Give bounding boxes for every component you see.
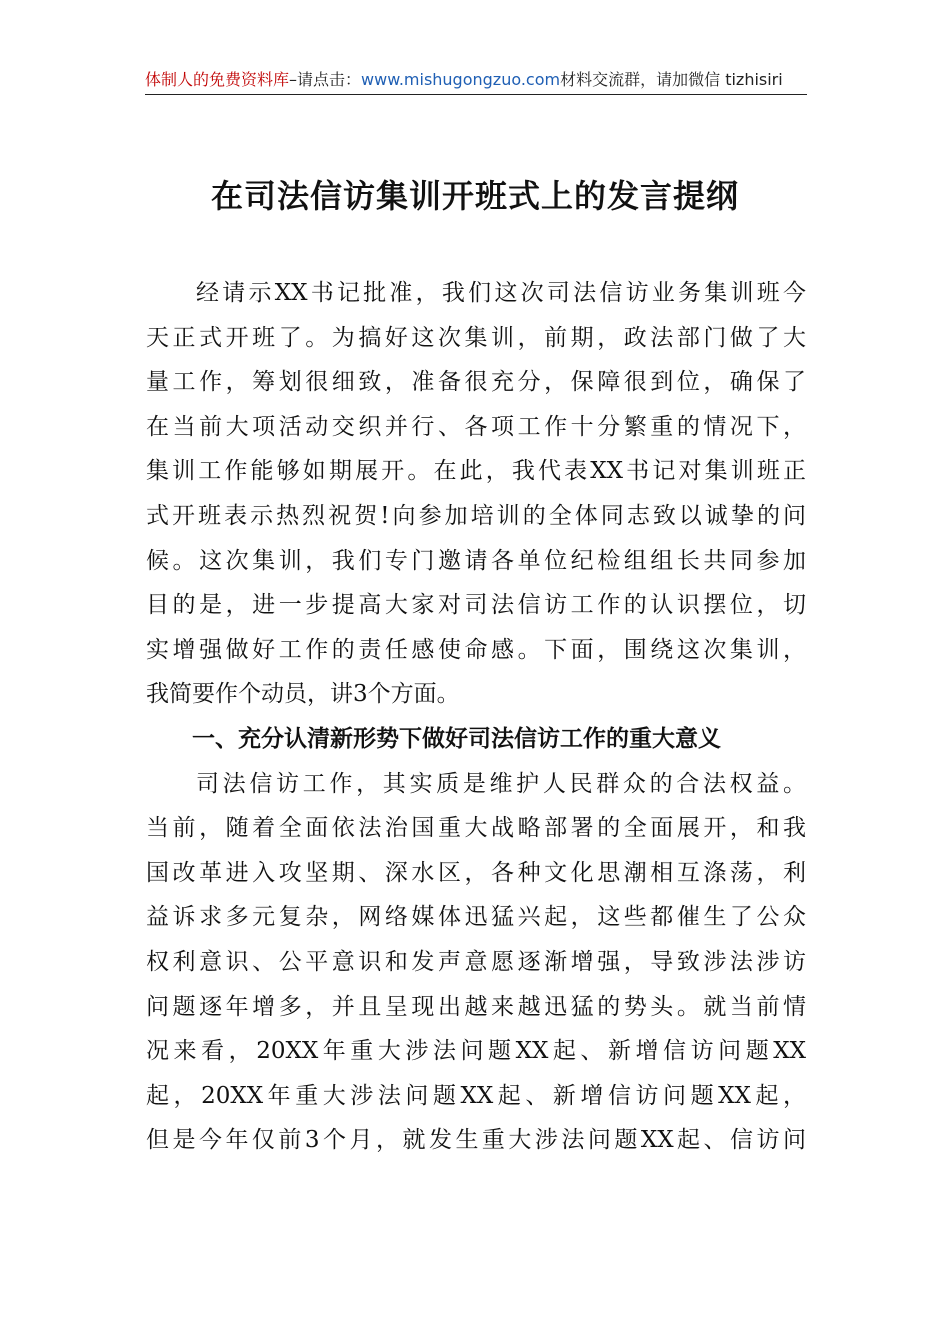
paragraph-line: 候。这次集训，我们专门邀请各单位纪检组组长共同参加 xyxy=(146,547,806,574)
paragraph-line: 权利意识、公平意识和发声意愿逐渐增强，导致涉法涉访 xyxy=(146,948,806,975)
paragraph-line: 实增强做好工作的责任感使命感。下面，围绕这次集训， xyxy=(146,636,806,663)
paragraph-line: 量工作，筹划很细致，准备很充分，保障很到位，确保了 xyxy=(146,369,806,396)
paragraph-line: 问题逐年增多，并且呈现出越来越迅猛的势头。就当前情 xyxy=(146,993,806,1020)
paragraph-line: 式开班表示热烈祝贺!向参加培训的全体同志致以诚挚的问 xyxy=(146,502,806,529)
document-title: 在司法信访集训开班式上的发言提纲 xyxy=(210,177,739,215)
paragraph-line: 天正式开班了。为搞好这次集训，前期，政法部门做了大 xyxy=(146,324,806,351)
paragraph-line: 目的是，进一步提高大家对司法信访工作的认识摆位，切 xyxy=(146,592,806,619)
paragraph-line: 国改革进入攻坚期、深水区，各种文化思潮相互涤荡，利 xyxy=(146,859,806,886)
section-heading: 一、充分认清新形势下做好司法信访工作的重大意义 xyxy=(192,725,721,752)
paragraph-line: 当前，随着全面依法治国重大战略部署的全面展开，和我 xyxy=(146,815,806,842)
paragraph-line: 司法信访工作，其实质是维护人民群众的合法权益。 xyxy=(196,770,806,797)
paragraph-line: 起，20XX年重大涉法问题XX起、新增信访问题XX起， xyxy=(146,1082,806,1109)
paragraph-line: 集训工作能够如期展开。在此，我代表XX书记对集训班正 xyxy=(146,458,806,485)
header-site-name: 体制人的免费资料库 xyxy=(145,70,290,89)
header-prompt: –请点击： xyxy=(289,70,362,89)
header-url-link[interactable]: www.mishugongzuo.com xyxy=(361,70,561,89)
paragraph-line: 我简要作个动员，讲3个方面。 xyxy=(146,681,460,708)
paragraph-line: 况来看，20XX年重大涉法问题XX起、新增信访问题XX xyxy=(146,1038,806,1065)
page-header xyxy=(145,68,807,95)
paragraph-line: 但是今年仅前3个月，就发生重大涉法问题XX起、信访问 xyxy=(146,1127,806,1154)
paragraph-line: 经请示XX书记批准，我们这次司法信访业务集训班今 xyxy=(196,280,806,306)
paragraph-line: 益诉求多元复杂，网络媒体迅猛兴起，这些都催生了公众 xyxy=(146,904,806,931)
paragraph-line: 在当前大项活动交织并行、各项工作十分繁重的情况下， xyxy=(146,413,806,440)
document-body xyxy=(146,271,806,1163)
header-note: 材料交流群，请加微信 tizhisiri xyxy=(560,70,783,89)
